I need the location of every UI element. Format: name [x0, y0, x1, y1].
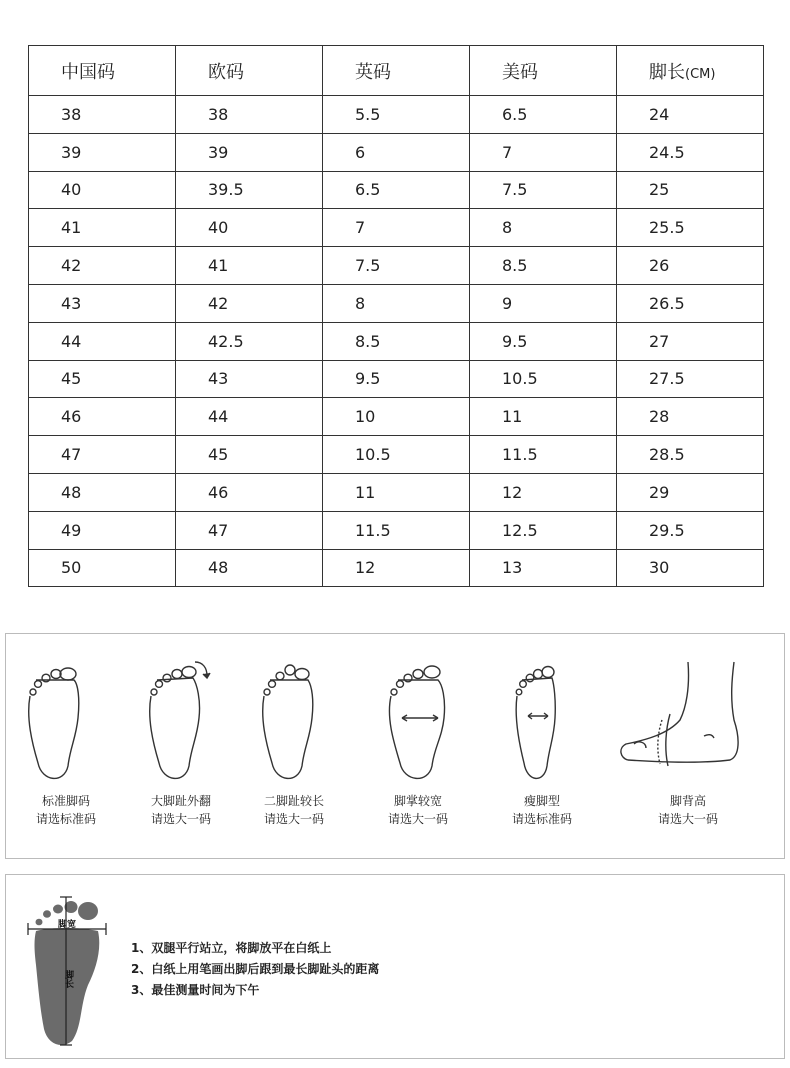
- eu-size-cell: 42.5: [176, 322, 323, 360]
- foot-type-name: 二脚趾较长: [263, 794, 324, 808]
- china-size-cell: 48: [29, 473, 176, 511]
- us-size-cell: 12.5: [470, 511, 617, 549]
- header-us-size: 美码: [470, 46, 617, 96]
- us-size-cell: 10.5: [470, 360, 617, 398]
- foot-length-label: 脚长: [649, 61, 685, 83]
- uk-size-cell: 8: [323, 284, 470, 322]
- foot-length-cell: 26: [617, 247, 764, 285]
- foot-length-cell: 25: [617, 171, 764, 209]
- foot-type-name: 大脚趾外翻: [150, 794, 211, 808]
- standard-foot-icon: [6, 648, 126, 788]
- foot-length-cell: 24.5: [617, 133, 764, 171]
- foot-type-advice: 请选大一码: [150, 812, 211, 826]
- foot-length-cell: 29: [617, 473, 764, 511]
- us-size-cell: 13: [470, 549, 617, 587]
- china-size-cell: 45: [29, 360, 176, 398]
- foot-type-name: 标准脚码: [41, 794, 90, 808]
- foot-length-cell: 24: [617, 96, 764, 134]
- china-size-cell: 47: [29, 436, 176, 474]
- eu-size-cell: 43: [176, 360, 323, 398]
- eu-size-cell: 39.5: [176, 171, 323, 209]
- eu-size-cell: 39: [176, 133, 323, 171]
- instruction-step-1: 1、双腿平行站立，将脚放平在白纸上: [131, 941, 332, 955]
- foot-width-label: 脚宽: [57, 920, 77, 930]
- us-size-cell: 9.5: [470, 322, 617, 360]
- china-size-cell: 49: [29, 511, 176, 549]
- foot-length-cell: 29.5: [617, 511, 764, 549]
- size-row: [29, 171, 764, 209]
- us-size-cell: 8: [470, 209, 617, 247]
- china-size-cell: 42: [29, 247, 176, 285]
- china-size-cell: 44: [29, 322, 176, 360]
- instruction-step-3: 3、最佳测量时间为下午: [131, 983, 260, 997]
- us-size-cell: 11: [470, 398, 617, 436]
- header-uk-size: 英码: [323, 46, 470, 96]
- eu-size-cell: 46: [176, 473, 323, 511]
- foot-type-wide: [358, 634, 478, 858]
- size-row: [29, 398, 764, 436]
- size-row: [29, 360, 764, 398]
- uk-size-cell: 11: [323, 473, 470, 511]
- uk-size-cell: 10: [323, 398, 470, 436]
- uk-size-cell: 8.5: [323, 322, 470, 360]
- china-size-cell: 46: [29, 398, 176, 436]
- size-row: [29, 511, 764, 549]
- china-size-cell: 39: [29, 133, 176, 171]
- foot-length-vertical-label: 脚长: [63, 970, 73, 988]
- foot-type-bunion: [121, 634, 241, 858]
- uk-size-cell: 10.5: [323, 436, 470, 474]
- uk-size-cell: 5.5: [323, 96, 470, 134]
- eu-size-cell: 42: [176, 284, 323, 322]
- size-table-header-row: [29, 46, 764, 96]
- wide-foot-icon: [358, 648, 478, 788]
- uk-size-cell: 7.5: [323, 247, 470, 285]
- foot-length-cell: 30: [617, 549, 764, 587]
- us-size-cell: 7: [470, 133, 617, 171]
- high-instep-foot-icon: [618, 648, 758, 788]
- size-row: [29, 247, 764, 285]
- eu-size-cell: 47: [176, 511, 323, 549]
- header-eu-size: 欧码: [176, 46, 323, 96]
- size-row: [29, 473, 764, 511]
- cm-unit: (CM): [685, 66, 716, 82]
- size-row: [29, 96, 764, 134]
- size-row: [29, 322, 764, 360]
- eu-size-cell: 45: [176, 436, 323, 474]
- size-row: [29, 436, 764, 474]
- foot-length-cell: 25.5: [617, 209, 764, 247]
- china-size-cell: 41: [29, 209, 176, 247]
- uk-size-cell: 12: [323, 549, 470, 587]
- uk-size-cell: 6: [323, 133, 470, 171]
- foot-measure-icon: [18, 889, 118, 1049]
- size-row: [29, 284, 764, 322]
- foot-type-advice: 请选标准码: [35, 812, 96, 826]
- long-second-toe-foot-icon: [234, 648, 354, 788]
- foot-length-cell: 27.5: [617, 360, 764, 398]
- us-size-cell: 11.5: [470, 436, 617, 474]
- eu-size-cell: 48: [176, 549, 323, 587]
- china-size-cell: 50: [29, 549, 176, 587]
- uk-size-cell: 6.5: [323, 171, 470, 209]
- eu-size-cell: 40: [176, 209, 323, 247]
- foot-types-panel: [5, 633, 785, 859]
- foot-type-narrow: [482, 634, 602, 858]
- narrow-foot-icon: [482, 648, 602, 788]
- measure-panel: [5, 874, 785, 1059]
- size-row: [29, 209, 764, 247]
- eu-size-cell: 38: [176, 96, 323, 134]
- china-size-cell: 40: [29, 171, 176, 209]
- uk-size-cell: 7: [323, 209, 470, 247]
- foot-type-name: 脚背高: [669, 794, 706, 808]
- eu-size-cell: 44: [176, 398, 323, 436]
- china-size-cell: 43: [29, 284, 176, 322]
- uk-size-cell: 9.5: [323, 360, 470, 398]
- foot-length-cell: 28.5: [617, 436, 764, 474]
- size-table: [28, 45, 764, 587]
- foot-type-standard: [6, 634, 126, 858]
- us-size-cell: 6.5: [470, 96, 617, 134]
- us-size-cell: 7.5: [470, 171, 617, 209]
- us-size-cell: 12: [470, 473, 617, 511]
- foot-type-name: 瘦脚型: [523, 794, 560, 808]
- header-china-size: 中国码: [29, 46, 176, 96]
- foot-type-advice: 请选标准码: [511, 812, 572, 826]
- foot-type-name: 脚掌较宽: [393, 794, 442, 808]
- china-size-cell: 38: [29, 96, 176, 134]
- size-row: [29, 549, 764, 587]
- foot-length-cell: 27: [617, 322, 764, 360]
- foot-type-advice: 请选大一码: [387, 812, 448, 826]
- instruction-step-2: 2、白纸上用笔画出脚后跟到最长脚趾头的距离: [131, 962, 380, 976]
- eu-size-cell: 41: [176, 247, 323, 285]
- foot-type-high-instep: [618, 634, 758, 858]
- foot-type-advice: 请选大一码: [263, 812, 324, 826]
- foot-type-long-second-toe: [234, 634, 354, 858]
- size-row: [29, 133, 764, 171]
- foot-length-cell: 26.5: [617, 284, 764, 322]
- foot-type-advice: 请选大一码: [657, 812, 718, 826]
- header-foot-length: [617, 46, 764, 96]
- us-size-cell: 8.5: [470, 247, 617, 285]
- foot-length-cell: 28: [617, 398, 764, 436]
- us-size-cell: 9: [470, 284, 617, 322]
- bunion-foot-icon: [121, 648, 241, 788]
- uk-size-cell: 11.5: [323, 511, 470, 549]
